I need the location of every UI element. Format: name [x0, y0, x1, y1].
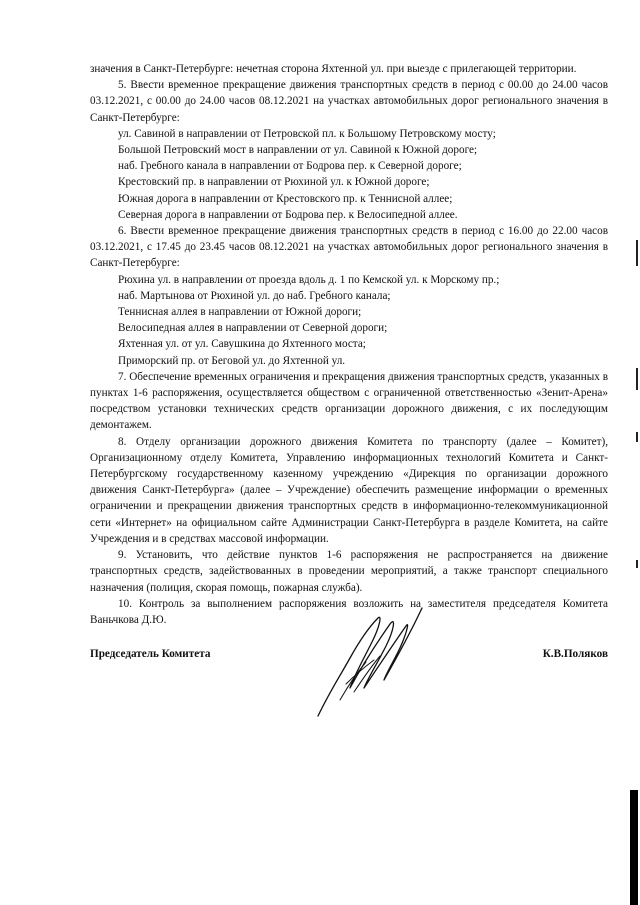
handwritten-signature: [310, 596, 430, 720]
paragraph-8: 8. Отделу организации дорожного движения Комитета по транспорту (далее – Комитет), Организационному отделу Комитета, Управлению информационных технологий Комитета и Санкт-Петербургскому государственному казенному учреждению «Дирекция по организации дорожного движения Санкт-Петербурга» (далее – Учреждение) обеспечить размещение информации о временных ограничении и прекращении движения транспортных средств в информационно-телекоммуникационной сети «Интернет» на официальном сайте Администрации Санкт-Петербурга в разделе Комитета, на сайте Учреждения и в средствах массовой информации.: [90, 435, 608, 545]
scan-edge-mark: [636, 368, 638, 390]
route-line: ул. Савиной в направлении от Петровской пл. к Большому Петровскому мосту;: [118, 127, 496, 140]
route-line: наб. Мартынова от Рюхиной ул. до наб. Гребного канала;: [118, 289, 391, 302]
signatory-position: Председатель Комитета: [90, 648, 211, 660]
paragraph-10: 10. Контроль за выполнением распоряжения возложить на заместителя председателя Комитета Ваньчкова Д.Ю.: [90, 597, 608, 626]
route-line: Рюхина ул. в направлении от проезда вдоль д. 1 по Кемской ул. к Морскому пр.;: [118, 273, 500, 286]
route-line: Яхтенная ул. от ул. Савушкина до Яхтенного моста;: [118, 338, 366, 351]
paragraph-6: 6. Ввести временное прекращение движения транспортных средств в период с 16.00 до 22.00 часов 03.12.2021, с 17.45 до 23.45 часов 08.12.2021 на участках автомобильных дорог регионального значения в Санкт-Петербурге:: [90, 225, 608, 270]
route-line: Крестовский пр. в направлении от Рюхиной ул. к Южной дороге;: [118, 176, 430, 189]
route-line: наб. Гребного канала в направлении от Бодрова пер. к Северной дороге;: [118, 160, 462, 173]
route-line: Большой Петровский мост в направлении от ул. Савиной к Южной дороге;: [118, 144, 478, 157]
route-line: Южная дорога в направлении от Крестовского пр. к Теннисной аллее;: [118, 192, 453, 205]
scan-edge-bar: [630, 790, 638, 905]
scan-edge-mark: [636, 240, 638, 266]
route-line: Велосипедная аллея в направлении от Северной дороги;: [118, 322, 388, 335]
scan-edge-mark: [636, 560, 638, 568]
signatory-name: К.В.Поляков: [542, 648, 608, 660]
paragraph-7: 7. Обеспечение временных ограничения и прекращения движения транспортных средств, указанных в пунктах 1-6 распоряжения, осуществляется обществом с ограниченной ответственностью «Зенит-Арена» посредством установки технических средств организации дорожного движения, с их последующим демонтажем.: [90, 370, 608, 432]
paragraph-5: 5. Ввести временное прекращение движения транспортных средств в период с 00.00 до 24.00 часов 03.12.2021, с 00.00 до 24.00 часов 08.12.2021 на участках автомобильных дорог регионального значения в Санкт-Петербурге:: [90, 79, 608, 124]
route-line: Теннисная аллея в направлении от Южной дороги;: [118, 306, 362, 319]
paragraph-9: 9. Установить, что действие пунктов 1-6 распоряжения не распространяется на движение транспортных средств, задействованных в проведении мероприятий, а также транспорт специального назначения (полиция, скорая помощь, пожарная служба).: [90, 549, 608, 594]
route-line: Северная дорога в направлении от Бодрова пер. к Велосипедной аллее.: [118, 208, 458, 221]
document-body: [90, 61, 608, 628]
scan-edge-mark: [636, 432, 638, 442]
paragraph-continuation: значения в Санкт-Петербурге: нечетная сторона Яхтенной ул. при выезде с прилегающей территории.: [90, 63, 577, 75]
route-line: Приморский пр. от Беговой ул. до Яхтенной ул.: [118, 354, 346, 367]
